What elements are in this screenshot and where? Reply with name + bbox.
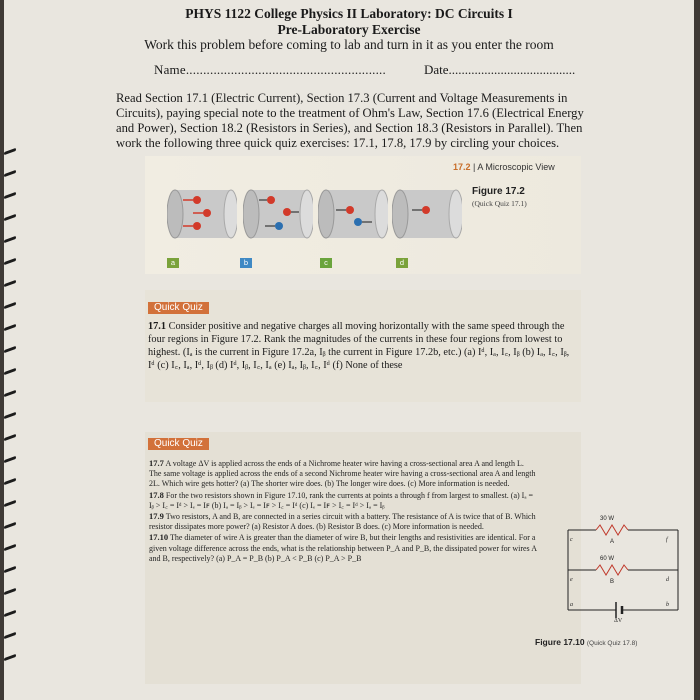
reading-instructions: Read Section 17.1 (Electric Current), Section 17.3 (Current and Voltage Measurements in Circuits), paying special note to the treatment of Ohm's Law, Section 17.6 (Electrical Energy and Power), Section 18.2 (Resistors in Series), and Section 18.3 (Resistors in Parallel). Then work the following three quick quiz exercises: 17.1, 17.8, 17.9 by circling your choices.: [116, 91, 584, 150]
section-heading: 17.2 | A Microscopic View: [453, 162, 555, 172]
r2-value: 60 W: [600, 556, 615, 562]
course-title: PHYS 1122 College Physics II Laboratory: DC Circuits I: [185, 6, 513, 21]
figure-17-2-title: Figure 17.2: [472, 186, 525, 197]
figure-17-10-caption: Figure 17.10 (Quick Quiz 17.8): [535, 637, 638, 647]
wire-segment-b: [243, 186, 313, 242]
r1-value: 30 W: [600, 516, 615, 522]
point-f: f: [666, 537, 668, 543]
label-b: b: [240, 258, 252, 268]
r1-name: A: [610, 539, 615, 545]
figure-17-10-circuit: [562, 512, 684, 622]
wire-segment-c: [318, 186, 388, 242]
r2-name: B: [610, 579, 615, 585]
instruction-line: Work this problem before coming to lab and turn in it as you enter the room: [144, 37, 554, 52]
worksheet-page: [4, 0, 694, 700]
quiz-17-7-question[interactable]: 17.7 A voltage ΔV is applied across the ends of a Nichrome heater wire having a cross-sectional area A and length L. The same voltage is applied across the ends of a second Nichrome heater wire having a cross-sectional area A and length 2L. Which wire gets hotter? (a) The shorter wire does. (b) The longer wire does. (c) More information is needed.: [149, 458, 536, 489]
figure-17-2-caption: (Quick Quiz 17.1): [472, 199, 527, 208]
point-c: c: [570, 537, 573, 543]
label-d: d: [396, 258, 408, 268]
wire-segment-d: [392, 186, 462, 242]
quick-quiz-tag-2: Quick Quiz: [148, 438, 209, 450]
exercise-subtitle: Pre-Laboratory Exercise: [277, 22, 421, 37]
point-b: b: [666, 602, 669, 608]
quick-quiz-tag: Quick Quiz: [148, 302, 209, 314]
point-d: d: [666, 577, 669, 583]
label-c: c: [320, 258, 332, 268]
wire-segment-a: [167, 186, 237, 242]
quiz-17-1-question[interactable]: [148, 320, 576, 372]
quiz-17-10-question[interactable]: 17.10 The diameter of wire A is greater than the diameter of wire B, but their lengths and resistivities are identical. For a given voltage difference across the ends, what is the relationship between P_A and P_B, the dissipated power for wires A and B, respectively? (a) P_A = P_B (b) P_A < P_B (c) P_A > P_B: [149, 532, 537, 563]
quiz-17-1-number: 17.1: [148, 321, 167, 332]
label-a: a: [167, 258, 179, 268]
quiz-17-7-to-17-10: [149, 458, 537, 564]
name-field[interactable]: Name..........................................................: [154, 62, 386, 77]
quiz-17-8-question[interactable]: 17.8 For the two resistors shown in Figure 17.10, rank the currents at points a through f from largest to smallest. (a) Iₐ = Iᵦ > I꜀ = Iᵈ > Iₑ = Iꜰ (b) Iₐ = Iᵦ > Iₑ = Iꜰ > I꜀ = Iᵈ (c) Iₑ = Iꜰ > I꜀ = Iᵈ > Iₐ = Iᵦ: [149, 489, 534, 510]
spiral-binding: [4, 150, 18, 700]
battery-voltage: ΔV: [614, 618, 623, 622]
date-field[interactable]: Date.......................................: [424, 62, 576, 77]
quiz-17-9-question[interactable]: 17.9 Two resistors, A and B, are connected in a series circuit with a battery. The resistance of A is twice that of B. Which resistor dissipates more power? (a) Resistor A does. (b) Resistor B does. (c) More information is needed.: [149, 511, 536, 532]
point-e: e: [570, 577, 573, 583]
point-a: a: [570, 602, 573, 608]
quiz-17-1-text: Consider positive and negative charges all moving horizontally with the same speed through the four regions in Figure 17.2. Rank the magnitudes of the currents in these four regions from lowest to highest. (Iₐ is the current in Figure 17.2a, Iᵦ the current in Figure 17.2b, etc.) (a) Iᵈ, Iₐ, I꜀, Iᵦ (b) Iₐ, I꜀, Iᵦ, Iᵈ (c) I꜀, Iₐ, Iᵈ, Iᵦ (d) Iᵈ, Iᵦ, I꜀, Iₐ (e) Iₐ, Iᵦ, I꜀, Iᵈ (f) None of these: [148, 321, 570, 371]
